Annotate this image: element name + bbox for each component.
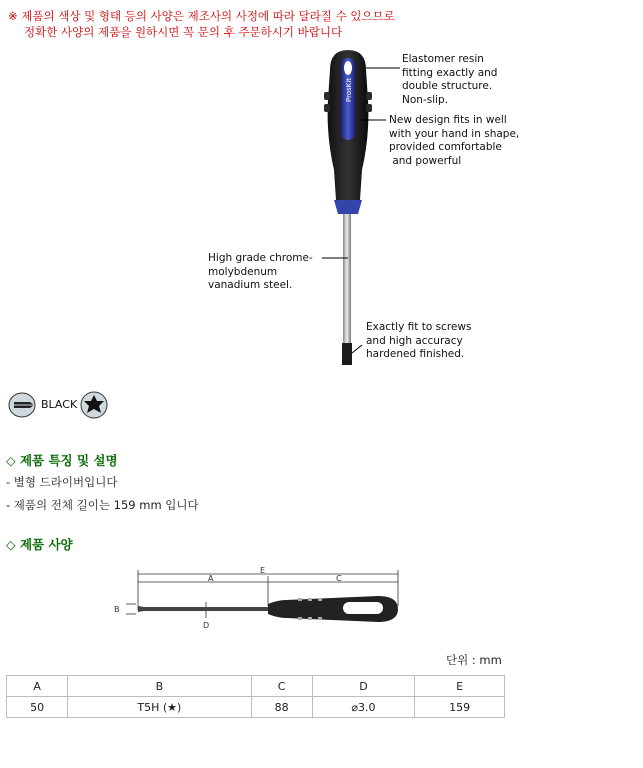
handle-window (344, 61, 352, 75)
dim-e-label: E (260, 566, 266, 575)
spec-header-e: E (415, 676, 505, 697)
finish-label: BLACK (41, 398, 78, 411)
features-title: ◇ 제품 특징 및 설명 (6, 453, 118, 468)
spec-value-row (7, 697, 505, 718)
plier-tip-icon (8, 392, 38, 418)
dimension-svg (108, 566, 418, 636)
product-hero (0, 40, 643, 380)
spec-header-b: B (68, 676, 251, 697)
spec-header-c: C (251, 676, 312, 697)
dim-c-label: C (336, 574, 342, 583)
brand-logo: ProsKit (345, 77, 353, 102)
spec-value-c: 88 (251, 697, 312, 718)
feature-item-1: - 별형 드라이버입니다 (6, 475, 118, 489)
screwdriver-illustration (0, 40, 643, 380)
callout-design: New design fits in well with your hand in shape, provided comfortable and powerful (389, 114, 520, 167)
notice (8, 8, 395, 40)
dimension-drawing (108, 566, 418, 636)
feature-item-2: - 제품의 전체 길이는 159 mm 입니다 (6, 498, 199, 512)
spec-value-d: ⌀3.0 (312, 697, 415, 718)
notice-line-1: ※ 제품의 색상 및 형태 등의 사양은 제조사의 사정에 따라 달라질 수 있으므로 (8, 9, 395, 23)
tip (342, 343, 352, 365)
spec-header-a: A (7, 676, 68, 697)
notice-line-2: 정확한 사양의 제품을 원하시면 꼭 문의 후 주문하시기 바랍니다 (24, 25, 343, 39)
unit-label: 단위 : mm (446, 653, 502, 667)
dim-b-label: B (114, 605, 120, 614)
torx-star-icon (80, 391, 108, 419)
spec-header-row (7, 676, 505, 697)
dim-a-label: A (208, 574, 214, 583)
callout-tip: Exactly fit to screws and high accuracy hardened finished. (366, 321, 472, 360)
spec-value-a: 50 (7, 697, 68, 718)
finish-icons (8, 391, 128, 419)
ferrule (334, 200, 362, 214)
callout-elastomer: Elastomer resin fitting exactly and double structure. Non-slip. (402, 53, 498, 106)
spec-table (6, 675, 505, 718)
dim-d-label: D (203, 621, 210, 630)
spec-value-b: T5H (★) (68, 697, 251, 718)
callout-steel: High grade chrome- molybdenum vanadium steel. (208, 252, 313, 291)
shaft (343, 212, 351, 352)
spec-header-d: D (312, 676, 415, 697)
spec-title: ◇ 제품 사양 (6, 537, 73, 552)
spec-value-e: 159 (415, 697, 505, 718)
